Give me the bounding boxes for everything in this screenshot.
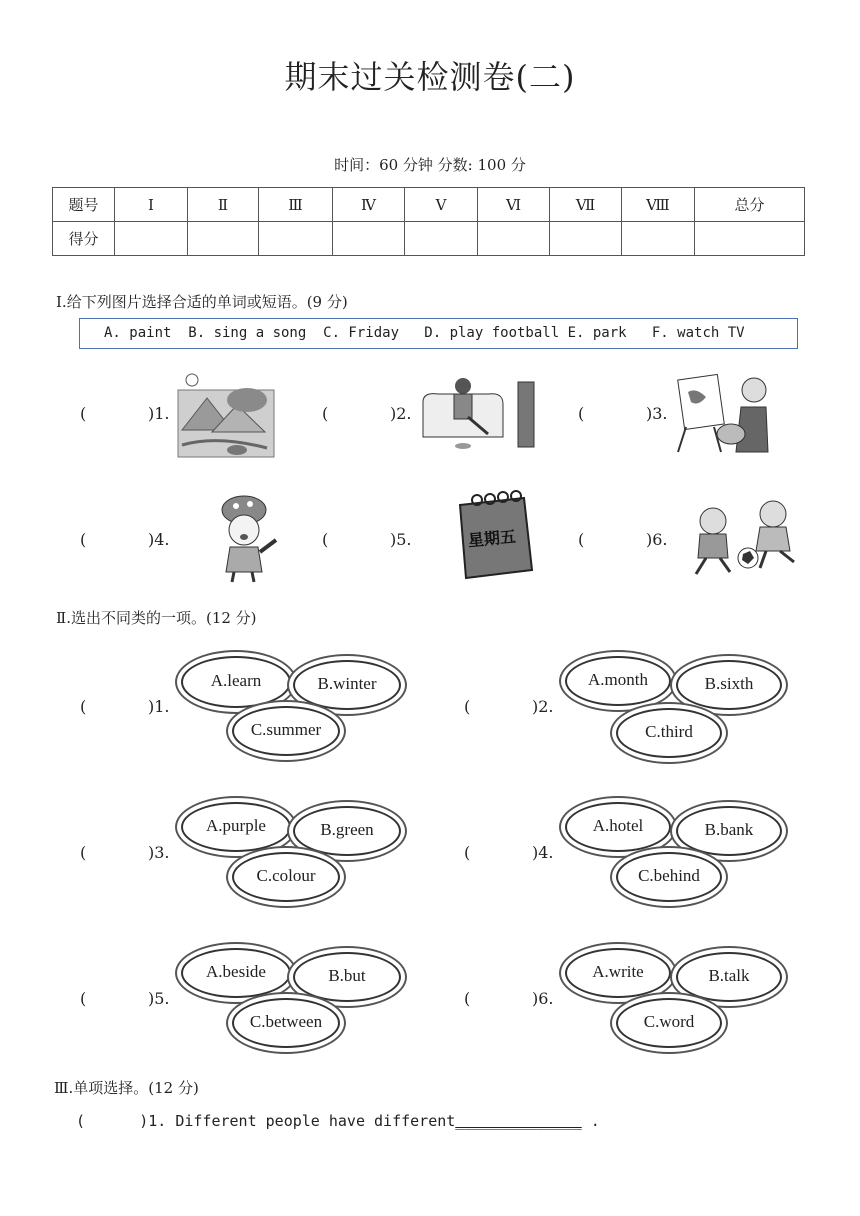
- paint-icon: [676, 372, 771, 454]
- option-text: A.learn: [210, 671, 262, 690]
- answer-paren[interactable]: (: [578, 530, 585, 549]
- option-a-cloud: [181, 948, 291, 998]
- section2-title: Ⅱ.选出不同类的一项。(12 分): [56, 609, 257, 627]
- question-number: )4.: [148, 530, 170, 549]
- option-b-cloud: [293, 806, 401, 856]
- option-text: B.green: [320, 820, 374, 839]
- section3-title: Ⅲ.单项选择。(12 分): [54, 1079, 199, 1097]
- score-cell[interactable]: [405, 222, 478, 256]
- watch-tv-icon: [418, 372, 538, 454]
- option-c-cloud: [232, 852, 340, 902]
- option-c-cloud: [616, 998, 722, 1048]
- option-text: A.purple: [206, 816, 266, 835]
- table-cell: Ⅰ: [115, 188, 188, 222]
- table-cell: Ⅳ: [333, 188, 405, 222]
- score-cell[interactable]: [115, 222, 188, 256]
- option-b-cloud: [293, 660, 401, 710]
- option-b-cloud: [676, 952, 782, 1002]
- question-number: )5.: [148, 989, 170, 1008]
- score-cell[interactable]: [695, 222, 805, 256]
- option-a-cloud: [181, 802, 291, 852]
- table-cell: 总分: [695, 188, 805, 222]
- question-end: .: [581, 1112, 600, 1130]
- table-cell: Ⅱ: [188, 188, 259, 222]
- option-text: C.between: [249, 1012, 323, 1031]
- table-cell: 题号: [53, 188, 115, 222]
- answer-paren[interactable]: (: [80, 404, 87, 423]
- question-number: )6.: [646, 530, 668, 549]
- football-kids-icon: [688, 496, 803, 578]
- question-number: )3.: [148, 843, 170, 862]
- option-b-cloud: [676, 660, 782, 710]
- score-cell[interactable]: [259, 222, 333, 256]
- question-text: )1. Different people have different: [139, 1112, 456, 1130]
- answer-blank[interactable]: ______________: [455, 1112, 582, 1130]
- table-cell: Ⅲ: [259, 188, 333, 222]
- park-scene-icon: [177, 370, 275, 458]
- table-cell: 得分: [53, 222, 115, 256]
- question-number: )1.: [148, 404, 170, 423]
- score-cell[interactable]: [333, 222, 405, 256]
- option-text: B.bank: [704, 820, 754, 839]
- option-a-cloud: [565, 656, 671, 706]
- option-c-cloud: [616, 852, 722, 902]
- option-text: A.month: [588, 670, 648, 689]
- score-cell[interactable]: [478, 222, 550, 256]
- calendar-icon: [452, 490, 537, 585]
- score-cell[interactable]: [622, 222, 695, 256]
- option-c-cloud: [232, 706, 340, 756]
- score-table-score-row: [53, 222, 805, 256]
- option-text: A.hotel: [592, 816, 644, 835]
- answer-paren[interactable]: (: [80, 843, 87, 862]
- option-text: C.summer: [250, 720, 322, 739]
- question-number: )1.: [148, 697, 170, 716]
- option-text: B.winter: [317, 674, 377, 693]
- sing-girl-icon: [212, 492, 282, 584]
- option-text: C.third: [645, 722, 693, 741]
- score-cell[interactable]: [188, 222, 259, 256]
- table-cell: Ⅷ: [622, 188, 695, 222]
- option-text: A.beside: [206, 962, 266, 981]
- word-options-box: A. paint B. sing a song C. Friday D. play football E. park F. watch TV: [79, 318, 798, 349]
- question-number: )6.: [532, 989, 554, 1008]
- answer-paren[interactable]: (: [80, 989, 87, 1008]
- score-table: [52, 187, 805, 256]
- option-b-cloud: [676, 806, 782, 856]
- option-c-cloud: [232, 998, 340, 1048]
- option-a-cloud: [181, 656, 291, 708]
- question-number: )2.: [532, 697, 554, 716]
- answer-paren[interactable]: (: [464, 989, 471, 1008]
- question-number: )3.: [646, 404, 668, 423]
- answer-paren[interactable]: (: [322, 404, 329, 423]
- question-number: )5.: [390, 530, 412, 549]
- option-text: B.talk: [708, 966, 750, 985]
- question-number: )4.: [532, 843, 554, 862]
- table-cell: Ⅵ: [478, 188, 550, 222]
- option-text: C.colour: [256, 866, 316, 885]
- answer-paren[interactable]: (: [578, 404, 585, 423]
- answer-paren[interactable]: (: [80, 697, 87, 716]
- option-a-cloud: [565, 802, 671, 852]
- option-text: B.but: [328, 966, 366, 985]
- time-info: 时间：60 分钟 分数: 100 分: [334, 156, 526, 174]
- answer-paren[interactable]: (: [80, 530, 87, 549]
- option-c-cloud: [616, 708, 722, 758]
- page-title: 期末过关检测卷(二): [284, 58, 576, 96]
- option-a-cloud: [565, 948, 671, 998]
- calendar-label: 星期五: [467, 526, 517, 551]
- question-line: [76, 1112, 600, 1130]
- score-table-header-row: [53, 188, 805, 222]
- option-text: C.word: [643, 1012, 695, 1031]
- option-text: C.behind: [638, 866, 700, 885]
- question-number: )2.: [390, 404, 412, 423]
- answer-paren[interactable]: (: [76, 1112, 86, 1130]
- table-cell: Ⅴ: [405, 188, 478, 222]
- answer-paren[interactable]: (: [322, 530, 329, 549]
- option-text: A.write: [592, 962, 644, 981]
- score-cell[interactable]: [550, 222, 622, 256]
- answer-paren[interactable]: (: [464, 843, 471, 862]
- option-b-cloud: [293, 952, 401, 1002]
- table-cell: Ⅶ: [550, 188, 622, 222]
- answer-paren[interactable]: (: [464, 697, 471, 716]
- section1-title: Ⅰ.给下列图片选择合适的单词或短语。(9 分): [56, 293, 348, 311]
- option-text: B.sixth: [704, 674, 754, 693]
